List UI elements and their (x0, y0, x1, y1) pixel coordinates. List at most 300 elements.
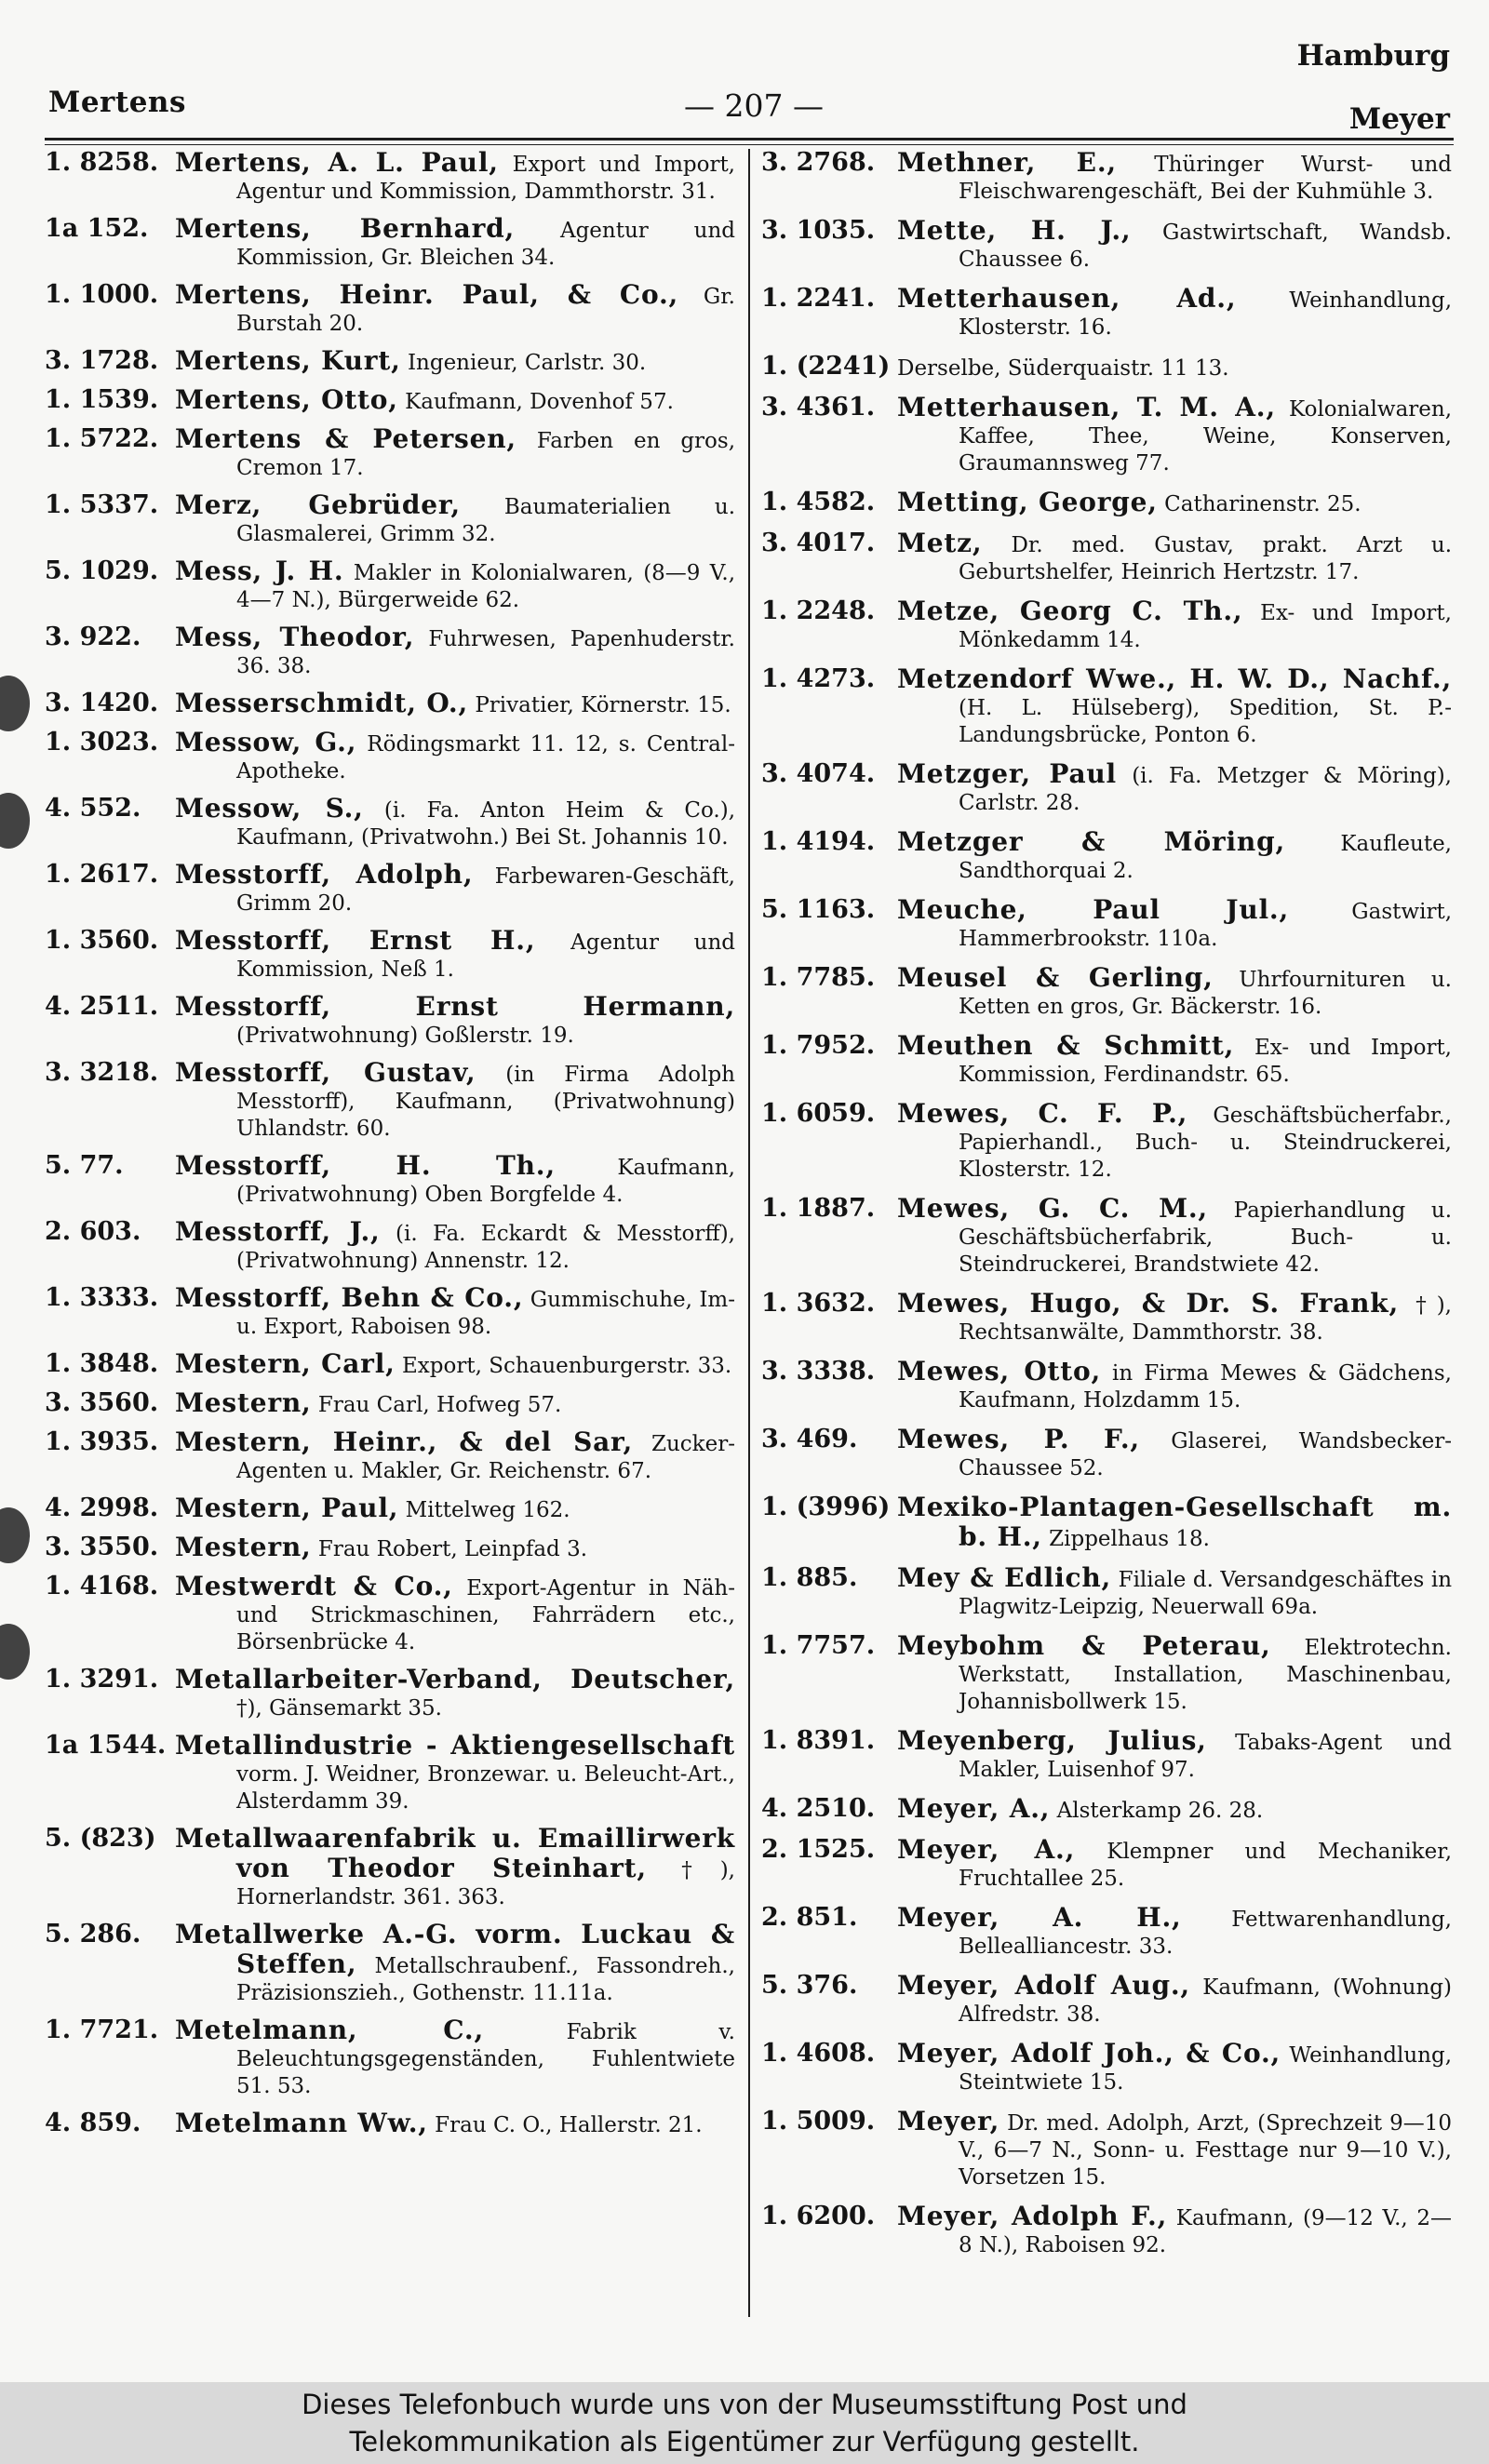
page-smudge (0, 1624, 30, 1680)
subscriber-name: Mertens, Kurt, (175, 345, 401, 376)
entry-body (175, 1350, 735, 1380)
directory-entry (45, 1825, 735, 1911)
entry-body (175, 2109, 735, 2139)
subscriber-name: Mestern, Paul, (175, 1493, 399, 1523)
entry-body (175, 281, 735, 338)
directory-entry (45, 2109, 735, 2139)
phone-number: 1. 7757. (761, 1631, 876, 1660)
subscriber-name: Messow, S., (175, 793, 364, 824)
entry-details: Fabrik v. Beleuchtungsgegenständen, Fuhlentwiete 51. 53. (236, 2020, 735, 2098)
entry-details: Ingenieur, Carlstr. 30. (407, 351, 647, 375)
entry-body (897, 529, 1452, 586)
subscriber-name: Metzger & Möring, (897, 826, 1285, 857)
subscriber-name: Mette, H. J., (897, 215, 1132, 246)
entry-body (175, 623, 735, 680)
directory-entry (45, 149, 735, 206)
entry-details: Filiale d. Versandgeschäftes in Plagwitz-Leipzig, Neuerwall 69a. (959, 1568, 1452, 1619)
entry-details: Rödingsmarkt 11. 12, s. Central-Apotheke. (236, 732, 735, 783)
subscriber-name: Mertens & Petersen, (175, 423, 516, 454)
entry-body (897, 1358, 1452, 1414)
phone-number: 1. 3291. (45, 1665, 159, 1694)
directory-entry (761, 1727, 1452, 1784)
phone-number: 1. 2241. (761, 284, 876, 313)
directory-entry (45, 927, 735, 984)
directory-entry (761, 2203, 1452, 2259)
directory-entry (45, 281, 735, 338)
phone-number: 1. 8391. (761, 1726, 876, 1755)
phone-number: 1a 152. (45, 214, 149, 243)
entry-details: Kaufmann, Dovenhof 57. (405, 390, 674, 414)
phone-number: 1. 7952. (761, 1031, 876, 1060)
phone-number: 3. 3338. (761, 1357, 876, 1386)
entry-body (897, 1290, 1452, 1346)
entry-body (897, 665, 1452, 749)
subscriber-name: Meyer, Adolph F., (897, 2201, 1168, 2231)
entry-body (175, 347, 735, 377)
subscriber-name: Meyer, A., (897, 1834, 1076, 1865)
directory-entry (45, 491, 735, 548)
page-number: — 207 — (684, 87, 824, 124)
entry-details: Klempner und Mechaniker, Fruchtallee 25. (959, 1840, 1452, 1891)
directory-entry (45, 690, 735, 719)
header-left-name: Mertens (48, 86, 186, 119)
entry-details: Farben en gros, Cremon 17. (236, 429, 735, 480)
phone-number: 1. 3333. (45, 1283, 159, 1312)
directory-entry (761, 760, 1452, 817)
footer-notice (0, 2382, 1489, 2464)
footer-line-2: Telekommunikation als Eigentümer zur Verfügung gestellt. (349, 2426, 1140, 2457)
directory-entry (761, 1795, 1452, 1825)
subscriber-name: Mertens, Otto, (175, 384, 398, 415)
page-smudge (0, 793, 30, 849)
entry-body (897, 964, 1452, 1021)
subscriber-name: Mestern, (175, 1532, 312, 1562)
subscriber-name: Merz, Gebrüder, (175, 489, 461, 520)
entry-details: Export, Schauenburgerstr. 33. (402, 1354, 732, 1378)
directory-entry (761, 896, 1452, 953)
phone-number: 3. 1728. (45, 346, 159, 375)
phone-number: 2. 1525. (761, 1835, 876, 1864)
directory-entry (45, 1573, 735, 1656)
phone-number: 5. 1029. (45, 556, 159, 585)
directory-entry (761, 1358, 1452, 1414)
header-city: Hamburg (1296, 39, 1450, 73)
directory-entry (761, 1290, 1452, 1346)
subscriber-name: Messtorff, Behn & Co., (175, 1282, 524, 1313)
entry-body (897, 2203, 1452, 2259)
entry-details: Zippelhaus 18. (1049, 1527, 1210, 1551)
left-column (45, 149, 735, 2317)
entry-body (175, 1218, 735, 1275)
subscriber-name: Metallwerke A.-G. vorm. Luckau & Steffen, (175, 1919, 735, 1979)
subscriber-name: Messtorff, H. Th., (175, 1150, 556, 1181)
directory-entry (761, 1426, 1452, 1482)
phone-number: 3. 4074. (761, 759, 876, 788)
subscriber-name: Metallindustrie - Aktiengesellschaft (175, 1730, 735, 1761)
entry-details: Fuhrwesen, Papenhuderstr. 36. 38. (236, 627, 735, 678)
entry-body (897, 1195, 1452, 1279)
entry-details: vorm. J. Weidner, Bronzewar. u. Beleucht-Art., Alsterdamm 39. (236, 1762, 735, 1814)
entry-details: Weinhandlung, Steintwiete 15. (959, 2043, 1452, 2095)
subscriber-name: Mestwerdt & Co., (175, 1571, 453, 1601)
entry-details: Kolonialwaren, Kaffee, Thee, Weine, Konserven, Graumannsweg 77. (959, 397, 1452, 475)
phone-number: 3. 2768. (761, 149, 876, 177)
phone-number: 1. 3632. (761, 1289, 876, 1318)
directory-entry (45, 1666, 735, 1722)
phone-number: 4. 2511. (45, 992, 159, 1021)
directory-entry (45, 1059, 735, 1143)
phone-number: 3. 4361. (761, 393, 876, 422)
phone-number: 1. 4273. (761, 664, 876, 693)
entry-body (897, 149, 1452, 206)
subscriber-name: Mertens, A. L. Paul, (175, 149, 499, 178)
subscriber-name: Meyer, Adolf Joh., & Co., (897, 2038, 1281, 2069)
subscriber-name: Mewes, G. C. M., (897, 1193, 1208, 1224)
entry-details: Metallschraubenf., Fassondreh., Präzisionszieh., Gothenstr. 11.11a. (236, 1954, 735, 2005)
subscriber-name: Metting, George, (897, 487, 1158, 517)
subscriber-name: Metallwaarenfabrik u. Emaillirwerk von Theodor Steinhart, (175, 1823, 735, 1883)
entry-details: Gastwirt, Hammerbrookstr. 110a. (959, 900, 1452, 951)
entry-body (175, 557, 735, 614)
entry-details: Catharinenstr. 25. (1164, 492, 1362, 516)
entry-body (897, 1100, 1452, 1184)
entry-details: Agentur und Kommission, Neß 1. (236, 931, 735, 982)
directory-entry (761, 1836, 1452, 1893)
entry-body (175, 1389, 735, 1419)
subscriber-name: Mess, Theodor, (175, 622, 415, 652)
page-smudge (0, 1507, 30, 1563)
entry-body (175, 149, 735, 206)
subscriber-name: Mexiko-Plantagen-Gesellschaft m. b. H., (897, 1492, 1452, 1552)
directory-entry (45, 1284, 735, 1341)
entry-details: Mittelweg 162. (405, 1498, 570, 1522)
entry-body (897, 353, 1452, 382)
directory-entry (761, 1032, 1452, 1089)
header-rule (45, 138, 1454, 141)
entry-body (175, 1573, 735, 1656)
subscriber-name: Meyer, A., (897, 1793, 1051, 1824)
directory-entry (45, 425, 735, 482)
subscriber-name: Metzendorf Wwe., H. W. D., Nachf., (897, 663, 1452, 694)
phone-number: 1. 3848. (45, 1349, 159, 1378)
entry-details: Thüringer Wurst- und Fleischwarengeschäft, Bei der Kuhmühle 3. (959, 153, 1452, 204)
entry-details: †), Hornerlandstr. 361. 363. (236, 1858, 735, 1909)
entry-details: in Firma Mewes & Gädchens, Kaufmann, Holzdamm 15. (959, 1361, 1452, 1413)
entry-details: Dr. med. Gustav, prakt. Arzt u. Geburtshelfer, Heinrich Hertzstr. 17. (959, 533, 1452, 584)
entry-body (897, 2108, 1452, 2191)
phone-number: 5. 376. (761, 1971, 858, 2000)
directory-entry (45, 795, 735, 851)
directory-entry (45, 729, 735, 785)
entry-details: Dr. med. Adolph, Arzt, (Sprechzeit 9—10 V., 6—7 N., Sonn- u. Festtage nur 9—10 V.), Vorsetzen 15. (959, 2111, 1452, 2189)
entry-details: Derselbe, Süderquaistr. 11 13. (897, 356, 1229, 381)
phone-number: 1. 1887. (761, 1194, 876, 1223)
phone-number: 1. 4582. (761, 488, 876, 516)
subscriber-name: Meyenberg, Julius, (897, 1725, 1207, 1756)
directory-entry (761, 1195, 1452, 1279)
subscriber-name: Meyer, (897, 2106, 1000, 2136)
phone-number: 1. 1000. (45, 280, 159, 309)
entry-details: †), Rechtsanwälte, Dammthorstr. 38. (959, 1293, 1452, 1345)
phone-number: 3. 1420. (45, 689, 159, 717)
subscriber-name: Messerschmidt, O., (175, 688, 468, 718)
entry-details: Fettwarenhandlung, Bellealliancestr. 33. (959, 1908, 1452, 1959)
entry-body (897, 1032, 1452, 1089)
subscriber-name: Metelmann, C., (175, 2015, 484, 2045)
entry-body (175, 729, 735, 785)
directory-entry (761, 489, 1452, 518)
phone-number: 1. 8258. (45, 149, 159, 177)
header-right-name: Meyer (1348, 102, 1450, 136)
subscriber-name: Mestern, (175, 1387, 312, 1418)
phone-number: 2. 851. (761, 1903, 858, 1932)
phone-number: 1. (3996) (761, 1493, 891, 1521)
entry-body (175, 215, 735, 272)
subscriber-name: Metzger, Paul (897, 758, 1117, 789)
entry-details: Kaufleute, Sandthorquai 2. (959, 832, 1452, 883)
phone-number: 3. 4017. (761, 529, 876, 557)
entry-body (175, 2016, 735, 2100)
entry-body (175, 491, 735, 548)
entry-body (175, 1428, 735, 1485)
phone-number: 1. 1539. (45, 385, 159, 414)
phone-number: 5. (823) (45, 1824, 156, 1853)
entry-details: (Privatwohnung) Goßlerstr. 19. (236, 1024, 574, 1048)
entry-details: Zucker-Agenten u. Makler, Gr. Reichenstr. 67. (236, 1432, 735, 1483)
right-column (761, 149, 1452, 2317)
directory-entry (761, 1100, 1452, 1184)
directory-entry (761, 1904, 1452, 1961)
phone-number: 3. 3550. (45, 1533, 159, 1561)
directory-entry (45, 1921, 735, 2007)
subscriber-name: Mestern, Heinr., & del Sar, (175, 1426, 634, 1457)
subscriber-name: Meybohm & Peterau, (897, 1630, 1271, 1661)
entry-body (175, 1284, 735, 1341)
phone-number: 4. 552. (45, 794, 141, 823)
directory-entry (761, 964, 1452, 1021)
directory-entry (45, 1494, 735, 1524)
entry-body (897, 1836, 1452, 1893)
subscriber-name: Mewes, P. F., (897, 1424, 1140, 1454)
header-rule-thin (45, 144, 1454, 145)
entry-body (897, 760, 1452, 817)
entry-body (175, 795, 735, 851)
entry-details: Farbewaren-Geschäft, Grimm 20. (236, 864, 735, 916)
phone-number: 1. 3023. (45, 728, 159, 757)
directory-entry (45, 1152, 735, 1209)
entry-details: (H. L. Hülseberg), Spedition, St. P.-Landungsbrücke, Ponton 6. (959, 696, 1452, 747)
entry-body (897, 597, 1452, 654)
directory-entry (761, 394, 1452, 477)
entry-body (175, 1152, 735, 1209)
entry-body (897, 285, 1452, 341)
directory-entry (761, 1493, 1452, 1553)
entry-details: Gastwirtschaft, Wandsb. Chaussee 6. (959, 221, 1452, 272)
directory-entry (761, 2108, 1452, 2191)
entry-details: Tabaks-Agent und Makler, Luisenhof 97. (959, 1731, 1452, 1782)
directory-entry (761, 1564, 1452, 1621)
subscriber-name: Meuthen & Schmitt, (897, 1030, 1235, 1061)
entry-body (175, 1825, 735, 1911)
subscriber-name: Messtorff, Ernst Hermann, (175, 991, 735, 1022)
entry-details: Frau C. O., Hallerstr. 21. (435, 2113, 703, 2137)
phone-number: 4. 2510. (761, 1794, 876, 1823)
subscriber-name: Mey & Edlich, (897, 1562, 1112, 1593)
phone-number: 1. 3560. (45, 926, 159, 955)
phone-number: 1a 1544. (45, 1731, 167, 1760)
phone-number: 3. 1035. (761, 216, 876, 245)
entry-body (897, 394, 1452, 477)
directory-entry (45, 557, 735, 614)
entry-body (175, 386, 735, 416)
phone-number: 1. 7721. (45, 2015, 159, 2044)
entry-details: Gummischuhe, Im- u. Export, Raboisen 98. (236, 1288, 735, 1339)
directory-entry (45, 993, 735, 1050)
entry-details: Ex- und Import, Kommission, Ferdinandstr. 65. (959, 1036, 1452, 1087)
phone-number: 1. (2241) (761, 352, 891, 381)
subscriber-name: Meyer, Adolf Aug., (897, 1970, 1190, 2001)
subscriber-name: Meusel & Gerling, (897, 962, 1214, 993)
entry-details: Glaserei, Wandsbecker-Chaussee 52. (959, 1429, 1452, 1480)
entry-body (897, 217, 1452, 274)
directory-entry (761, 597, 1452, 654)
phone-number: 3. 469. (761, 1425, 858, 1453)
phone-number: 1. 5722. (45, 424, 159, 453)
directory-entry (761, 149, 1452, 206)
subscriber-name: Messtorff, Gustav, (175, 1057, 476, 1088)
entry-details: Uhrfournituren u. Ketten en gros, Gr. Bäckerstr. 16. (959, 968, 1452, 1019)
entry-body (175, 1059, 735, 1143)
entry-body (897, 1972, 1452, 2029)
entry-details: (in Firma Adolph Messtorff), Kaufmann, (Privatwohnung) Uhlandstr. 60. (236, 1063, 735, 1141)
entry-body (897, 1426, 1452, 1482)
directory-entry (761, 285, 1452, 341)
entry-details: Gr. Burstah 20. (236, 285, 735, 336)
subscriber-name: Mertens, Heinr. Paul, & Co., (175, 279, 679, 310)
directory-entry (45, 1350, 735, 1380)
subscriber-name: Messtorff, Adolph, (175, 859, 474, 890)
subscriber-name: Messow, G., (175, 727, 357, 757)
phone-number: 2. 603. (45, 1217, 141, 1246)
entry-details: Agentur und Kommission, Gr. Bleichen 34. (236, 219, 735, 270)
subscriber-name: Metelmann Ww., (175, 2108, 428, 2138)
entry-body (897, 2040, 1452, 2096)
entry-details: Kaufmann, (Wohnung) Alfredstr. 38. (959, 1975, 1452, 2027)
directory-entry (45, 1533, 735, 1563)
page-smudge (0, 676, 30, 731)
entry-body (897, 1632, 1452, 1716)
entry-details: (i. Fa. Anton Heim & Co.), Kaufmann, (Privatwohn.) Bei St. Johannis 10. (236, 798, 735, 850)
phone-number: 1. 4608. (761, 2039, 876, 2068)
directory-entry (45, 1389, 735, 1419)
footer-line-1: Dieses Telefonbuch wurde uns von der Museumsstiftung Post und (302, 2389, 1187, 2420)
entry-body (175, 861, 735, 917)
subscriber-name: Metz, (897, 528, 983, 558)
phone-number: 4. 2998. (45, 1493, 159, 1522)
entry-details: Export-Agentur in Näh- und Strickmaschinen, Fahrrädern etc., Börsenbrücke 4. (236, 1576, 735, 1654)
directory-entry (45, 347, 735, 377)
phone-number: 3. 3560. (45, 1388, 159, 1417)
subscriber-name: Meyer, A. H., (897, 1902, 1182, 1933)
directory-entry (761, 529, 1452, 586)
phone-number: 1. 6059. (761, 1099, 876, 1128)
subscriber-name: Mess, J. H. (175, 556, 344, 586)
entry-body (897, 828, 1452, 885)
phone-number: 5. 1163. (761, 895, 876, 924)
subscriber-name: Mestern, Carl, (175, 1348, 396, 1379)
entry-body (175, 1666, 735, 1722)
entry-details: Makler in Kolonialwaren, (8—9 V., 4—7 N.), Bürgerweide 62. (236, 561, 735, 612)
directory-entry (45, 1218, 735, 1275)
entry-body (897, 1564, 1452, 1621)
phone-number: 1. 4194. (761, 827, 876, 856)
phone-number: 1. 4168. (45, 1572, 159, 1600)
entry-details: Kaufmann, (9—12 V., 2—8 N.), Raboisen 92. (959, 2206, 1452, 2257)
phone-number: 3. 922. (45, 623, 141, 651)
directory-entry (761, 353, 1452, 382)
phone-number: 1. 5337. (45, 490, 159, 519)
subscriber-name: Metterhausen, Ad., (897, 283, 1237, 314)
entry-details: Privatier, Körnerstr. 15. (475, 693, 731, 717)
phone-number: 5. 286. (45, 1920, 141, 1948)
entry-details: Ex- und Import, Mönkedamm 14. (959, 601, 1452, 652)
entry-details: Baumaterialien u. Glasmalerei, Grimm 32. (236, 495, 735, 546)
phone-number: 1. 5009. (761, 2107, 876, 2136)
phone-number: 1. 885. (761, 1563, 858, 1592)
directory-entry (761, 217, 1452, 274)
column-divider (748, 149, 750, 2317)
subscriber-name: Methner, E., (897, 149, 1117, 178)
directory-entry (761, 1972, 1452, 2029)
subscriber-name: Mewes, Otto, (897, 1356, 1101, 1386)
subscriber-name: Metallarbeiter-Verband, Deutscher, (175, 1664, 735, 1694)
phone-number: 1. 3935. (45, 1427, 159, 1456)
phone-number: 3. 3218. (45, 1058, 159, 1087)
entry-body (175, 927, 735, 984)
entry-body (897, 489, 1452, 518)
directory-entry (45, 386, 735, 416)
entry-details: Frau Robert, Leinpfad 3. (317, 1537, 588, 1561)
entry-body (175, 690, 735, 719)
subscriber-name: Metterhausen, T. M. A., (897, 392, 1276, 422)
entry-details: (i. Fa. Eckardt & Messtorff), (Privatwohnung) Annenstr. 12. (236, 1222, 735, 1273)
entry-body (897, 1904, 1452, 1961)
directory-entry (761, 828, 1452, 885)
subscriber-name: Mewes, Hugo, & Dr. S. Frank, (897, 1288, 1400, 1319)
entry-body (175, 1533, 735, 1563)
phone-number: 1. 6200. (761, 2202, 876, 2230)
entry-body (897, 1727, 1452, 1784)
entry-details: Export und Import, Agentur und Kommission, Dammthorstr. 31. (236, 153, 735, 204)
entry-body (175, 993, 735, 1050)
phone-number: 4. 859. (45, 2109, 141, 2137)
subscriber-name: Metze, Georg C. Th., (897, 596, 1243, 626)
phone-number: 1. 2617. (45, 860, 159, 889)
subscriber-name: Messtorff, J., (175, 1216, 381, 1247)
subscriber-name: Mewes, C. F. P., (897, 1098, 1188, 1129)
entry-body (175, 1732, 735, 1815)
directory-entry (45, 1732, 735, 1815)
phone-number: 1. 2248. (761, 596, 876, 625)
entry-details: Elektrotechn. Werkstatt, Installation, Maschinenbau, Johannisbollwerk 15. (959, 1636, 1452, 1714)
phone-number: 1. 7785. (761, 963, 876, 992)
entry-body (897, 1493, 1452, 1553)
directory-entry (45, 1428, 735, 1485)
entry-details: †), Gänsemarkt 35. (236, 1696, 442, 1721)
directory-entry (761, 1632, 1452, 1716)
directory-entry (45, 2016, 735, 2100)
subscriber-name: Meuche, Paul Jul., (897, 894, 1290, 925)
